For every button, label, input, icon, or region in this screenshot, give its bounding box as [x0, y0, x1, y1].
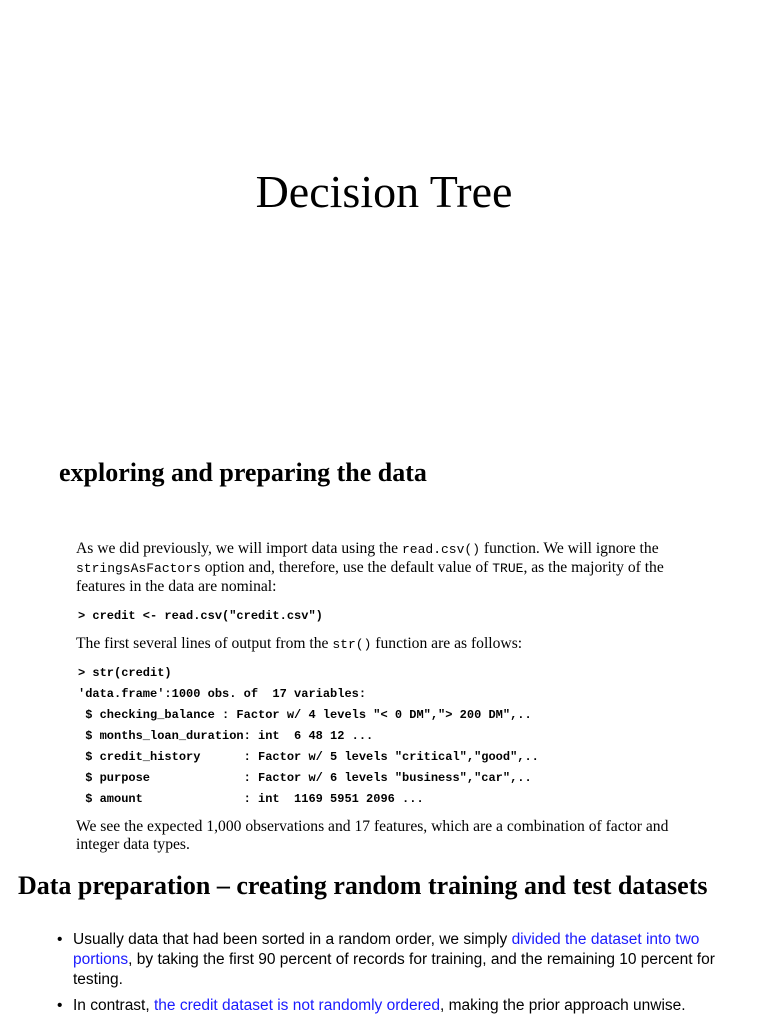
bullet-list [57, 930, 717, 1022]
highlighted-text: divided the dataset into two portions [73, 931, 700, 968]
inline-code-strings-as-factors: stringsAsFactors [76, 561, 201, 576]
text-span: , by taking the first 90 percent of records for training, and the remaining 10 percent for testing. [73, 951, 715, 988]
inline-code-true: TRUE [492, 561, 524, 576]
inline-code-str: str() [332, 637, 372, 652]
text-span: In contrast, [73, 997, 154, 1014]
bullet-dot: • [57, 931, 63, 948]
bullet-dot: • [57, 997, 63, 1014]
highlighted-text: the credit dataset is not randomly ordered [153, 997, 441, 1014]
text-span: Usually data that had been sorted in a random order, we simply [73, 931, 512, 948]
text-span: The first several lines of output from the [76, 635, 333, 652]
text-span: As we did previously, we will import data using the [76, 540, 402, 557]
slide-title: Decision Tree [255, 166, 513, 217]
book-paragraph-1 [76, 540, 696, 596]
code-block-str-output: > str(credit) 'data.frame':1000 obs. of 17 variables: $ checking_balance : Factor w/ 4 levels "< 0 DM","> 200 DM",.. $ months_loan_duration: int 6 48 12 ... $ credit_history : Factor w/ 5 levels "critical","good",.. $ purpose : Factor w/ 6 levels "business","car",.. $ amount : int 1169 5951 2096 ... [78, 666, 539, 806]
book-paragraph-2 [76, 635, 522, 654]
text-span: , as the majority of the features in the data are nominal: [76, 559, 664, 595]
section-heading-data-preparation: Data preparation – creating random training and test datasets [18, 871, 708, 900]
inline-code-read-csv: read.csv() [401, 542, 480, 557]
book-paragraph-3: We see the expected 1,000 observations and 17 features, which are a combination of factor and integer data types. [76, 818, 669, 853]
section-heading-exploring: exploring and preparing the data [59, 458, 427, 487]
text-span: function. We will ignore the [480, 540, 659, 557]
bullet-item [57, 996, 717, 1016]
text-span: option and, therefore, use the default value of [200, 559, 493, 576]
bullet-item [57, 930, 717, 990]
code-block-read-csv: > credit <- read.csv("credit.csv") [78, 609, 323, 623]
text-span: function are as follows: [371, 635, 523, 652]
text-span: , making the prior approach unwise. [440, 997, 686, 1014]
